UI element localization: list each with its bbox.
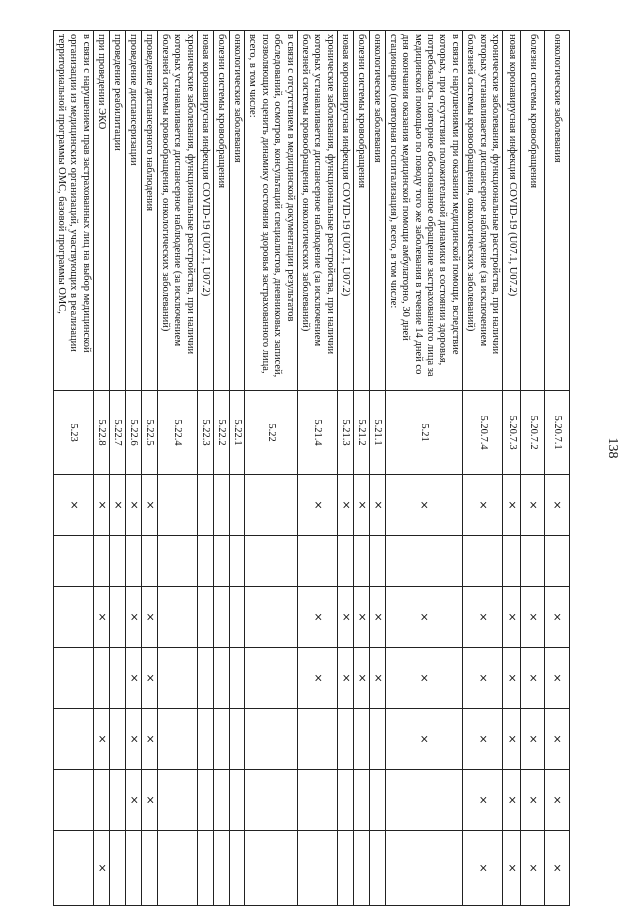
mark-cell	[503, 536, 521, 587]
mark-cell: ×	[141, 648, 157, 709]
mark-cell	[385, 536, 462, 587]
mark-cell: ×	[503, 648, 521, 709]
mark-cell: ×	[125, 587, 141, 648]
mark-cell	[245, 475, 298, 536]
row-code: 5.20.7.2	[521, 391, 545, 475]
table-row	[297, 31, 337, 906]
mark-cell	[245, 770, 298, 831]
mark-cell: ×	[337, 648, 353, 709]
mark-cell	[297, 709, 337, 770]
mark-cell	[385, 831, 462, 906]
mark-cell	[213, 831, 229, 906]
mark-cell	[93, 536, 109, 587]
table-row	[462, 31, 502, 906]
table-row	[353, 31, 369, 906]
row-description: в связи с отсутствием в медицинской документации результатов обследований, осмотров, консультаций специалистов, дневниковых записей, позволяющих оценить динамику состояния здоровья застрахованного лица, всего, в том числе:	[245, 31, 298, 391]
rotated-page	[55, 30, 570, 905]
row-description: онкологические заболевания	[369, 31, 385, 391]
page-number: 138	[605, 437, 620, 459]
mark-cell	[213, 475, 229, 536]
mark-cell	[297, 831, 337, 906]
mark-cell	[353, 536, 369, 587]
mark-cell	[385, 770, 462, 831]
mark-cell: ×	[385, 475, 462, 536]
mark-cell: ×	[503, 770, 521, 831]
row-description: онкологические заболевания	[229, 31, 244, 391]
mark-cell: ×	[545, 770, 570, 831]
mark-cell	[369, 709, 385, 770]
row-description: новая коронавирусная инфекция COVID-19 (U07.1, U07.2)	[197, 31, 213, 391]
data-table	[53, 30, 570, 906]
mark-cell: ×	[93, 587, 109, 648]
row-code: 5.20.7.1	[545, 391, 570, 475]
mark-cell	[197, 648, 213, 709]
row-description: проведение диспансеризации	[125, 31, 141, 391]
mark-cell	[213, 709, 229, 770]
mark-cell	[141, 536, 157, 587]
row-code: 5.21.4	[297, 391, 337, 475]
mark-cell	[157, 587, 197, 648]
mark-cell: ×	[337, 475, 353, 536]
mark-cell	[297, 536, 337, 587]
mark-cell: ×	[353, 475, 369, 536]
mark-cell	[53, 770, 93, 831]
mark-cell	[53, 536, 93, 587]
mark-cell: ×	[353, 648, 369, 709]
mark-cell	[213, 770, 229, 831]
row-code: 5.22	[245, 391, 298, 475]
row-code: 5.23	[53, 391, 93, 475]
row-description: при проведении ЭКО	[93, 31, 109, 391]
mark-cell	[369, 770, 385, 831]
mark-cell: ×	[545, 831, 570, 906]
row-description: онкологические заболевания	[545, 31, 570, 391]
mark-cell	[369, 536, 385, 587]
table-row	[369, 31, 385, 906]
mark-cell	[245, 536, 298, 587]
mark-cell: ×	[545, 648, 570, 709]
mark-cell: ×	[297, 587, 337, 648]
row-description: проведение реабилитации	[109, 31, 125, 391]
mark-cell	[109, 831, 125, 906]
mark-cell: ×	[337, 587, 353, 648]
mark-cell: ×	[109, 475, 125, 536]
mark-cell: ×	[93, 831, 109, 906]
mark-cell	[369, 831, 385, 906]
mark-cell	[157, 709, 197, 770]
mark-cell: ×	[462, 770, 502, 831]
mark-cell	[125, 536, 141, 587]
mark-cell: ×	[462, 648, 502, 709]
mark-cell: ×	[141, 587, 157, 648]
mark-cell	[213, 648, 229, 709]
mark-cell	[297, 770, 337, 831]
mark-cell	[353, 709, 369, 770]
mark-cell	[125, 831, 141, 906]
row-description: проведение диспансерного наблюдения	[141, 31, 157, 391]
mark-cell: ×	[521, 831, 545, 906]
table-row	[229, 31, 244, 906]
row-description: болезни системы кровообращения	[353, 31, 369, 391]
mark-cell	[353, 831, 369, 906]
mark-cell: ×	[369, 648, 385, 709]
mark-cell: ×	[521, 587, 545, 648]
row-code: 5.22.7	[109, 391, 125, 475]
row-code: 5.22.8	[93, 391, 109, 475]
mark-cell	[229, 587, 244, 648]
mark-cell	[197, 587, 213, 648]
mark-cell: ×	[503, 709, 521, 770]
row-code: 5.22.6	[125, 391, 141, 475]
table-body	[53, 31, 569, 906]
table-row	[385, 31, 462, 906]
table-row	[545, 31, 570, 906]
mark-cell: ×	[353, 587, 369, 648]
row-code: 5.21.2	[353, 391, 369, 475]
mark-cell	[109, 536, 125, 587]
mark-cell	[245, 709, 298, 770]
mark-cell	[53, 587, 93, 648]
mark-cell: ×	[545, 587, 570, 648]
mark-cell	[157, 831, 197, 906]
row-code: 5.22.2	[213, 391, 229, 475]
mark-cell	[229, 770, 244, 831]
mark-cell	[229, 831, 244, 906]
mark-cell: ×	[93, 475, 109, 536]
mark-cell: ×	[297, 475, 337, 536]
table-row	[125, 31, 141, 906]
row-code: 5.20.7.4	[462, 391, 502, 475]
table-row	[245, 31, 298, 906]
mark-cell: ×	[53, 475, 93, 536]
table-row	[213, 31, 229, 906]
mark-cell	[53, 831, 93, 906]
mark-cell	[109, 709, 125, 770]
table-row	[337, 31, 353, 906]
mark-cell	[245, 831, 298, 906]
mark-cell: ×	[503, 475, 521, 536]
mark-cell	[545, 536, 570, 587]
mark-cell: ×	[141, 475, 157, 536]
mark-cell	[353, 770, 369, 831]
mark-cell	[337, 709, 353, 770]
mark-cell	[197, 831, 213, 906]
mark-cell: ×	[141, 770, 157, 831]
row-description: новая коронавирусная инфекция COVID-19 (U07.1, U07.2)	[337, 31, 353, 391]
mark-cell: ×	[141, 709, 157, 770]
row-description: новая коронавирусная инфекция COVID-19 (U07.1, U07.2)	[503, 31, 521, 391]
mark-cell: ×	[521, 648, 545, 709]
mark-cell	[337, 770, 353, 831]
row-code: 5.20.7.3	[503, 391, 521, 475]
mark-cell	[229, 709, 244, 770]
mark-cell	[213, 536, 229, 587]
mark-cell: ×	[545, 709, 570, 770]
row-code: 5.22.1	[229, 391, 244, 475]
mark-cell: ×	[369, 475, 385, 536]
mark-cell	[157, 648, 197, 709]
row-description: болезни системы кровообращения	[213, 31, 229, 391]
mark-cell	[337, 831, 353, 906]
table-row	[521, 31, 545, 906]
mark-cell	[109, 770, 125, 831]
mark-cell	[213, 587, 229, 648]
mark-cell	[93, 648, 109, 709]
mark-cell: ×	[545, 475, 570, 536]
row-description: болезни системы кровообращения	[521, 31, 545, 391]
row-code: 5.21.3	[337, 391, 353, 475]
row-description: в связи с нарушениями при оказании медицинской помощи, вследствие которых, при отсутствии положительной динамики в состоянии здоровья, потребовалось повторное обоснованное обращение застрахованного лица за медицинской помощью по поводу того же заболевания в течение 14 дней со дня окончания оказания медицинской помощи амбулаторно, 30 дней стационарно (повторная госпитализация), всего, в том числе:	[385, 31, 462, 391]
mark-cell: ×	[125, 648, 141, 709]
mark-cell	[53, 709, 93, 770]
mark-cell	[229, 536, 244, 587]
row-description: хронические заболевания, функциональные расстройства, при наличии которых устанавливается диспансерное наблюдение (за исключением болезней системы кровообращения, онкологических заболеваний)	[297, 31, 337, 391]
row-description: в связи с нарушением прав застрахованных лиц на выбор медицинской организации из медицинских организаций, участвующих в реализации территориальной программы ОМС, базовой программы ОМС,	[53, 31, 93, 391]
table-row	[157, 31, 197, 906]
row-code: 5.21.1	[369, 391, 385, 475]
table-row	[141, 31, 157, 906]
mark-cell: ×	[521, 709, 545, 770]
mark-cell	[229, 648, 244, 709]
mark-cell: ×	[462, 709, 502, 770]
mark-cell: ×	[503, 831, 521, 906]
mark-cell	[157, 536, 197, 587]
mark-cell: ×	[93, 709, 109, 770]
mark-cell: ×	[462, 831, 502, 906]
mark-cell	[337, 536, 353, 587]
mark-cell	[245, 587, 298, 648]
row-code: 5.22.5	[141, 391, 157, 475]
mark-cell	[109, 648, 125, 709]
table-row	[109, 31, 125, 906]
mark-cell	[141, 831, 157, 906]
mark-cell	[53, 648, 93, 709]
row-description: хронические заболевания, функциональные расстройства, при наличии которых устанавливается диспансерное наблюдение (за исключением болезней системы кровообращения, онкологических заболеваний)	[157, 31, 197, 391]
mark-cell: ×	[125, 770, 141, 831]
mark-cell	[197, 770, 213, 831]
mark-cell: ×	[385, 587, 462, 648]
mark-cell: ×	[297, 648, 337, 709]
table-row	[53, 31, 93, 906]
row-code: 5.21	[385, 391, 462, 475]
mark-cell	[157, 770, 197, 831]
mark-cell	[521, 536, 545, 587]
table-row	[197, 31, 213, 906]
mark-cell	[197, 536, 213, 587]
mark-cell: ×	[503, 587, 521, 648]
mark-cell	[109, 587, 125, 648]
row-code: 5.22.4	[157, 391, 197, 475]
mark-cell	[462, 536, 502, 587]
mark-cell: ×	[462, 475, 502, 536]
row-description: хронические заболевания, функциональные расстройства, при наличии которых устанавливается диспансерное наблюдение (за исключением болезней системы кровообращения, онкологических заболеваний)	[462, 31, 502, 391]
mark-cell: ×	[462, 587, 502, 648]
table-row	[93, 31, 109, 906]
mark-cell	[157, 475, 197, 536]
mark-cell: ×	[125, 475, 141, 536]
mark-cell	[93, 770, 109, 831]
mark-cell: ×	[385, 709, 462, 770]
mark-cell	[229, 475, 244, 536]
mark-cell: ×	[521, 770, 545, 831]
mark-cell: ×	[385, 648, 462, 709]
row-code: 5.22.3	[197, 391, 213, 475]
mark-cell: ×	[521, 475, 545, 536]
mark-cell	[197, 475, 213, 536]
mark-cell: ×	[125, 709, 141, 770]
mark-cell	[197, 709, 213, 770]
mark-cell: ×	[369, 587, 385, 648]
table-row	[503, 31, 521, 906]
mark-cell	[245, 648, 298, 709]
